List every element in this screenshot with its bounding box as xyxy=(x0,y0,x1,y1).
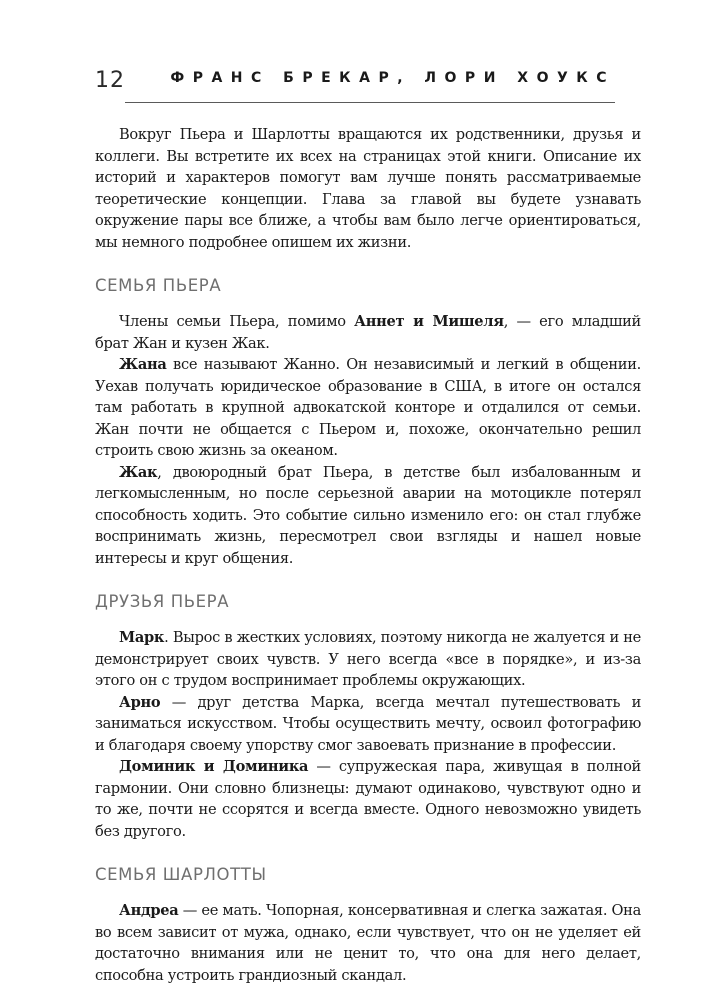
page-header xyxy=(95,66,615,100)
bold-name: Андреа xyxy=(119,902,179,919)
paragraph xyxy=(95,354,641,462)
section-heading-pierre-family: СЕМЬЯ ПЬЕРА xyxy=(95,276,222,295)
bold-name: Доминик и Доминика xyxy=(119,758,309,775)
text-segment: Члены семьи Пьера, помимо xyxy=(119,313,355,330)
text-segment: — ее мать. Чопорная, консервативная и слегка зажатая. Она во всем зависит от мужа, однако, если чувствует, что он не уделяет ей достаточно внимания или не ценит то, что она для него делает, способна устроить грандиозный скандал. xyxy=(95,902,642,984)
paragraph xyxy=(95,756,641,842)
paragraph xyxy=(95,627,641,692)
bold-name: Жана xyxy=(119,356,167,373)
text-segment: , двоюродный брат Пьера, в детстве был избалованным и легкомысленным, но после серьезной аварии на мотоцикле потерял способность ходить. Это событие сильно изменило его: он стал глубже воспринимать жизнь, пересмотрел свои взгляды и нашел новые интересы и круг общения. xyxy=(95,463,641,567)
paragraph xyxy=(95,900,641,986)
section-heading-pierre-friends: ДРУЗЬЯ ПЬЕРА xyxy=(95,592,230,611)
paragraph xyxy=(95,311,641,354)
intro-paragraph xyxy=(95,124,641,253)
text-segment: Вокруг Пьера и Шарлотты вращаются их родственники, друзья и коллеги. Вы встретите их всех на страницах этой книги. Описание их историй и характеров помогут вам лучше понять рассматриваемые теоретические концепции. Глава за главой вы будете узнавать окружение пары все ближе, а чтобы вам было легче ориентироваться, мы немного подробнее опишем их жизни. xyxy=(95,126,641,251)
page-body xyxy=(95,124,641,1008)
bold-name: Марк xyxy=(119,629,165,646)
paragraph xyxy=(95,692,641,757)
running-head: ФРАНС БРЕКАР, ЛОРИ ХОУКС xyxy=(170,70,615,86)
bold-name: Аннет и Мишеля xyxy=(354,313,504,330)
text-segment: . Вырос в жестких условиях, поэтому никогда не жалуется и не демонстрирует своих чувств. У него всегда «все в порядке», и из-за этого он с трудом воспринимает проблемы окружающих. xyxy=(95,629,641,689)
text-segment: все называют Жанно. Он независимый и легкий в общении. Уехав получать юридическое образование в США, в итоге он остался там работать в крупной адвокатской конторе и отдалился от семьи. Жан почти не общается с Пьером и, похоже, окончательно решил строить свою жизнь за океаном. xyxy=(95,356,641,459)
bold-name: Жак xyxy=(119,463,158,481)
text-segment: — супружеская пара, живущая в полной гармонии. Они словно близнецы: думают одинаково, чувствуют одно и то же, почти не ссорятся и всегда вместе. Одного невозможно увидеть без другого. xyxy=(95,758,641,840)
section-heading-charlotte-family: СЕМЬЯ ШАРЛОТТЫ xyxy=(95,865,267,884)
header-rule xyxy=(125,102,615,103)
bold-name: Арно xyxy=(119,693,161,711)
page-number: 12 xyxy=(95,68,125,93)
paragraph xyxy=(95,462,641,570)
text-segment: — друг детства Марка, всегда мечтал путешествовать и заниматься искусством. Чтобы осуществить мечту, освоил фотографию и благодаря своему упорству смог завоевать признание в профессии. xyxy=(95,693,641,754)
text-segment: , — его младший брат Жан и кузен Жак. xyxy=(95,313,641,352)
